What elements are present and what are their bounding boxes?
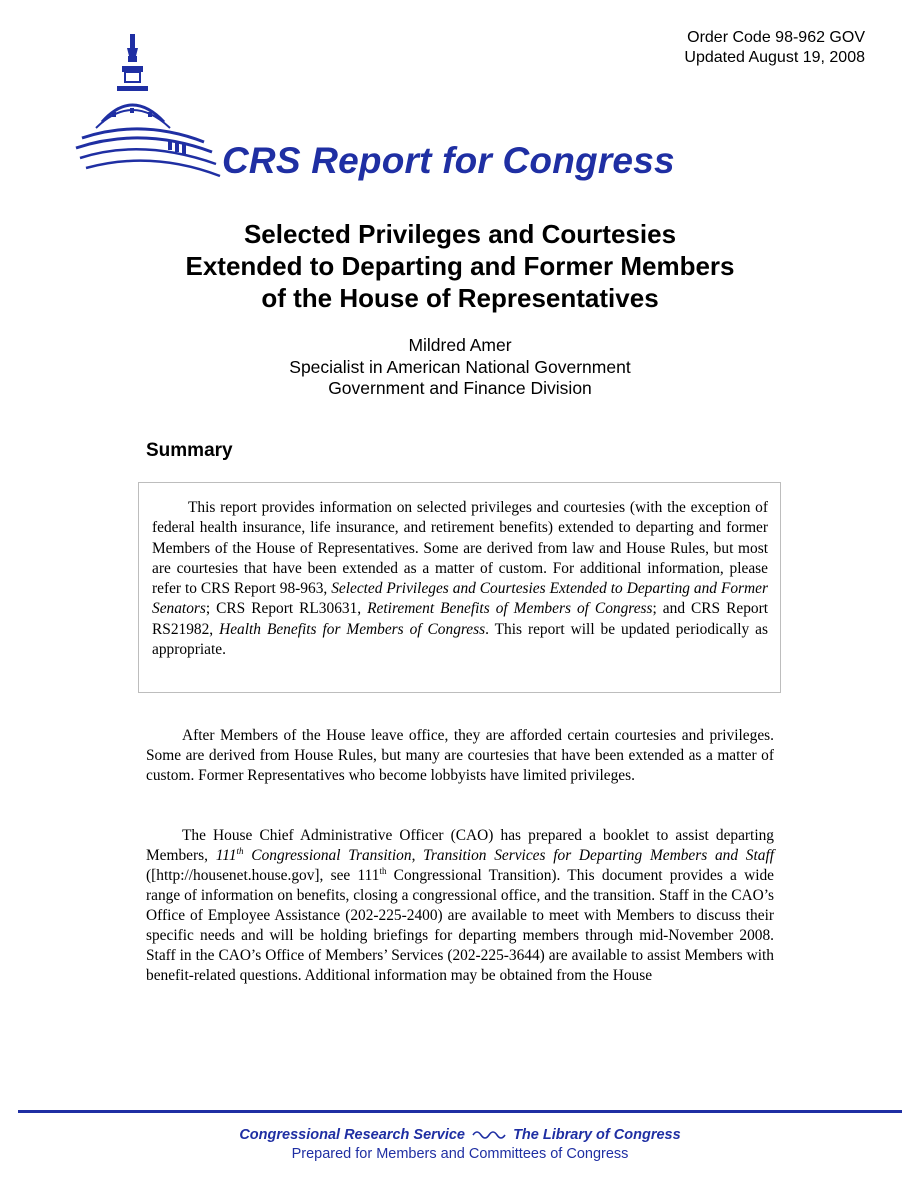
author-division: Government and Finance Division [328,378,592,398]
footer-line-1 [0,1125,920,1145]
summary-heading: Summary [146,440,233,461]
ornament-divider-icon [472,1125,506,1145]
summary-ref-retirement: Retirement Benefits of Members of Congress [367,600,653,618]
order-code-block [684,28,865,68]
summary-text-4: . This report will be updated periodically as appropriate. [152,620,768,659]
summary-text-3: ; and CRS Report RS21982, [152,600,769,638]
paragraph-2-text-a: The House Chief Administrative Officer (CAO) has prepared a booklet to assist departing Members, [146,827,774,864]
paragraph-2-text-b: , [411,847,424,864]
updated-date: Updated August 19, 2008 [684,49,865,66]
booklet-title-name: Congressional Transition [243,847,412,864]
author-position: Specialist in American National Government [289,356,631,377]
booklet-title-sup: th [236,845,244,856]
footer-loc: The Library of Congress [513,1127,681,1143]
author-name: Mildred Amer [408,335,512,355]
title-line-3: of the House of Representatives [261,283,659,313]
footer-rule [18,1110,902,1113]
paragraph-2-text-d: Congressional Transition). This document provides a wide range of information on benefits, closing a congressional office, and the transition. Staff in the CAO’s Office of Employee Assistance (202-225-2400) are available to meet with Members to discuss their specific needs and will be holding briefings for departing members through mid-November 2008. Staff in the CAO’s Office of Members’ Services (202-225-3644) are available to assist Members with benefit-related questions. Additional information may be obtained from the House [146,867,774,984]
paragraph-1-text: After Members of the House leave office, they are afforded certain courtesies and privileges. Some are derived from House Rules, but many are courtesies that have been extended as a matter of custom. Former Representatives who become lobbyists have limited privileges. [146,727,774,784]
paragraph-2-sup: th [379,865,387,876]
summary-text-2: ; CRS Report RL30631, [205,600,368,618]
title-line-1: Selected Privileges and Courtesies [243,219,677,249]
report-brand-title: CRS Report for Congress [222,140,675,181]
booklet-title-number: 111 [215,847,237,864]
body-paragraph-1 [146,726,774,786]
footer [0,1125,920,1163]
summary-ref-senators: Selected Privileges and Courtesies Extended to Departing and Former Senators [152,580,768,618]
title-line-2: Extended to Departing and Former Members [185,251,735,281]
capitol-dome-icon [72,26,222,191]
document-title [0,218,920,314]
paragraph-2-text-c: ([http://housenet.house.gov], see 111 [146,867,380,884]
footer-line-2: Prepared for Members and Committees of Congress [291,1146,629,1162]
summary-text-1: This report provides information on selected privileges and courtesies (with the exception of federal health insurance, life insurance, and retirement benefits) extended to departing and former Members of the House of Representatives. Some are derived from law and House Rules, but most are courtesies that have been extended as a matter of custom. For additional information, please refer to CRS Report 98-963, [152,499,768,598]
summary-box [138,482,781,693]
body-paragraph-2 [146,826,774,986]
author-block [0,335,920,400]
footer-crs: Congressional Research Service [239,1127,465,1143]
booklet-subtitle: Transition Services for Departing Members and Staff [423,847,775,864]
order-code: Order Code 98-962 GOV [687,29,865,46]
summary-ref-health: Health Benefits for Members of Congress [219,620,486,638]
